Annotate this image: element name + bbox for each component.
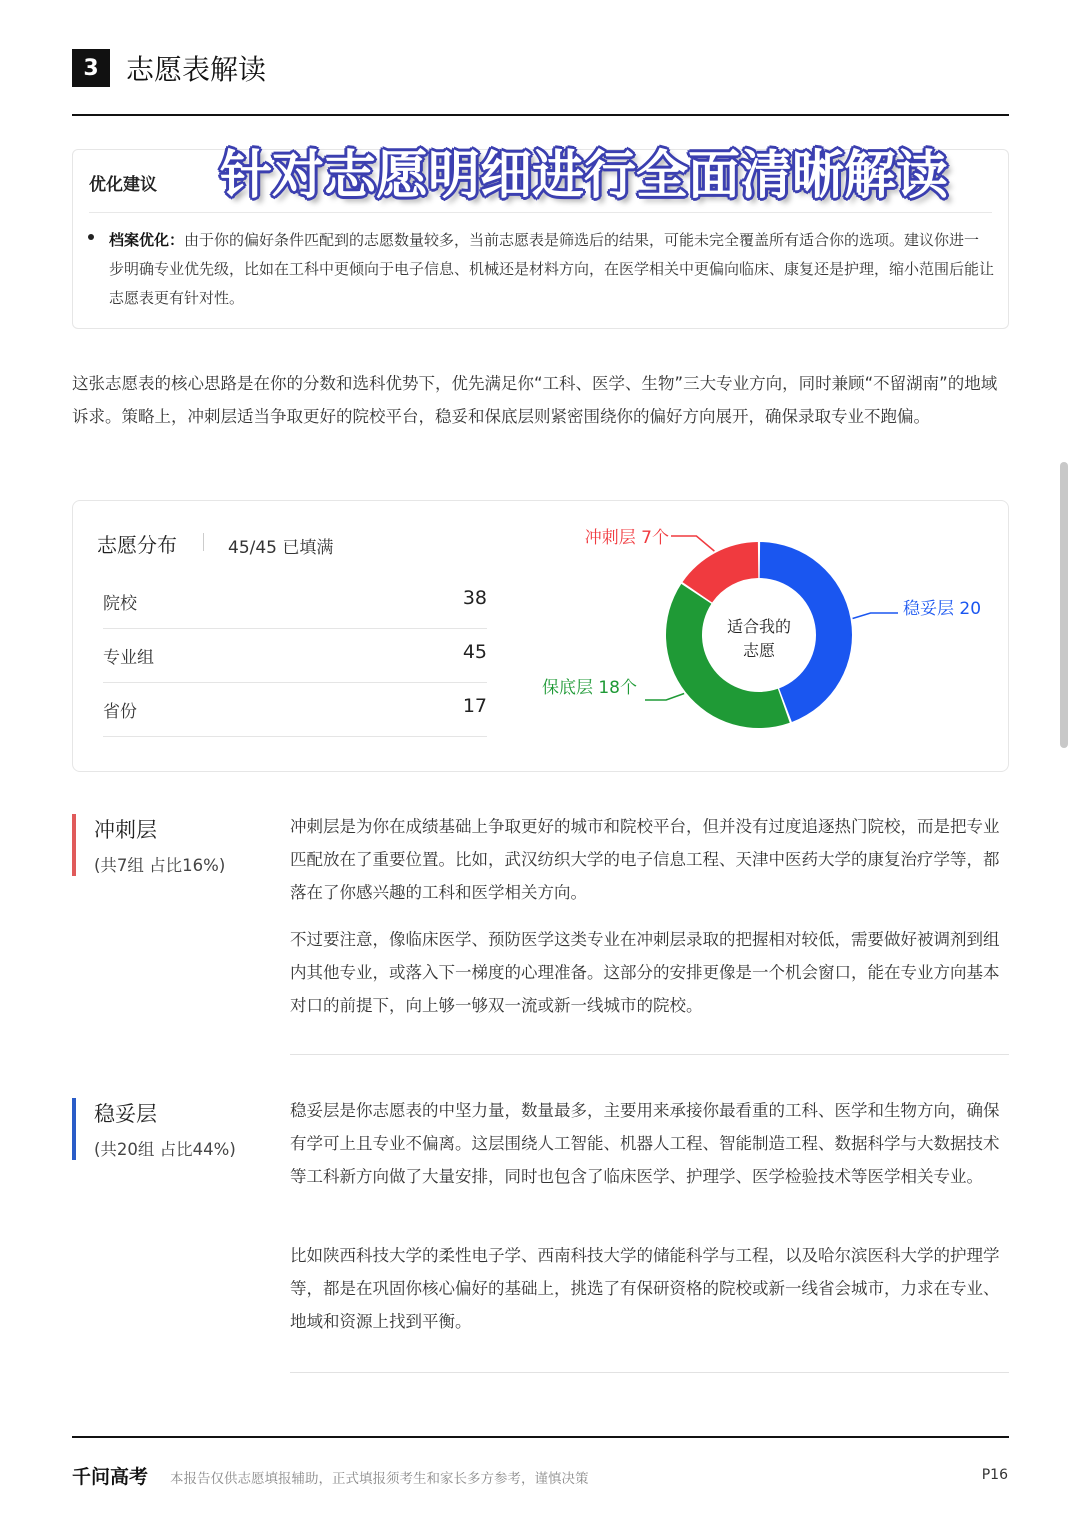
section-number: 3 bbox=[72, 49, 110, 87]
layer-divider bbox=[290, 1372, 1009, 1373]
distribution-donut-chart bbox=[73, 501, 1008, 771]
leader-line-冲刺层 bbox=[671, 536, 714, 551]
overlay-caption: 针对志愿明细进行全面清晰解读 bbox=[220, 146, 949, 206]
distribution-title: 志愿分布 bbox=[97, 533, 177, 557]
optimization-divider bbox=[89, 212, 992, 213]
optimization-item bbox=[109, 226, 994, 313]
header-divider bbox=[72, 114, 1009, 116]
stat-value: 45 bbox=[462, 641, 487, 663]
leader-line-保底层 bbox=[645, 693, 684, 700]
donut-slice-label-冲刺层: 冲刺层 7个 bbox=[584, 528, 669, 548]
donut-center-label-line1: 适合我的 bbox=[726, 617, 792, 636]
layer-paragraph: 冲刺层是为你在成绩基础上争取更好的城市和院校平台，但并没有过度追逐热门院校，而是把专业匹配放在了重要位置。比如，武汉纺织大学的电子信息工程、天津中医药大学的康复治疗学等，都落在了你感兴趣的工科和医学相关方向。 bbox=[290, 817, 1000, 902]
layer-name: 冲刺层 bbox=[94, 818, 157, 842]
layer-steady bbox=[72, 1098, 1009, 1388]
optimization-item-text: 由于你的偏好条件匹配到的志愿数量较多，当前志愿表是筛选后的结果，可能未完全覆盖所有适合你的选项。建议你进一步明确专业优先级，比如在工科中更倾向于电子信息、机械还是材料方向，在医学相关中更偏向临床、康复还是护理，缩小范围后能让志愿表更有针对性。 bbox=[109, 231, 995, 307]
layer-accent-bar bbox=[72, 814, 76, 876]
distribution-card bbox=[72, 500, 1009, 772]
stat-value: 38 bbox=[462, 587, 487, 609]
optimization-item-label: 档案优化： bbox=[109, 231, 185, 249]
optimization-title: 优化建议 bbox=[89, 175, 157, 195]
layer-divider bbox=[290, 1054, 1009, 1055]
bullet-icon bbox=[88, 234, 94, 240]
intro-paragraph: 这张志愿表的核心思路是在你的分数和选科优势下，优先满足你“工科、医学、生物”三大专业方向，同时兼顾“不留湖南”的地域诉求。策略上，冲刺层适当争取更好的院校平台，稳妥和保底层则紧密围绕你的偏好方向展开，确保录取专业不跑偏。 bbox=[72, 374, 998, 426]
layer-name: 稳妥层 bbox=[94, 1102, 157, 1126]
layer-sprint bbox=[72, 814, 1009, 1064]
layer-paragraph: 稳妥层是你志愿表的中坚力量，数量最多，主要用来承接你最看重的工科、医学和生物方向，确保有学可上且专业不偏离。这层围绕人工智能、机器人工程、智能制造工程、数据科学与大数据技术等工科新方向做了大量安排，同时也包含了临床医学、护理学、医学检验技术等医学相关专业。 bbox=[290, 1101, 1000, 1186]
donut-slice-label-稳妥层: 稳妥层 20 bbox=[903, 599, 982, 619]
scrollbar-thumb[interactable] bbox=[1060, 462, 1068, 748]
layer-paragraph: 不过要注意，像临床医学、预防医学这类专业在冲刺层录取的把握相对较低，需要做好被调剂到组内其他专业，或落入下一梯度的心理准备。这部分的安排更像是一个机会窗口，能在专业方向基本对口的前提下，向上够一够双一流或新一线城市的院校。 bbox=[290, 930, 1000, 1015]
section-title: 志愿表解读 bbox=[126, 53, 267, 86]
layer-summary: (共7组 占比16%) bbox=[94, 856, 226, 875]
stat-label: 专业组 bbox=[103, 648, 154, 668]
layer-accent-bar bbox=[72, 1098, 76, 1160]
donut-slice-label-保底层: 保底层 18个 bbox=[541, 678, 637, 698]
section-header bbox=[72, 48, 266, 88]
leader-line-稳妥层 bbox=[853, 613, 898, 619]
footer-divider bbox=[72, 1436, 1009, 1438]
donut-center-label-line2: 志愿 bbox=[742, 641, 776, 660]
footer-brand: 千问高考 bbox=[72, 1466, 149, 1488]
page-number: P16 bbox=[981, 1467, 1008, 1483]
stat-label: 院校 bbox=[103, 594, 137, 614]
layer-paragraph: 比如陕西科技大学的柔性电子学、西南科技大学的储能科学与工程，以及哈尔滨医科大学的护理学等，都是在巩固你核心偏好的基础上，挑选了有保研资格的院校或新一线省会城市，力求在专业、地域和资源上找到平衡。 bbox=[290, 1246, 1000, 1331]
footer-disclaimer: 本报告仅供志愿填报辅助，正式填报须考生和家长多方参考，谨慎决策 bbox=[170, 1471, 589, 1487]
filled-count: 45/45 已填满 bbox=[228, 538, 334, 558]
stat-value: 17 bbox=[462, 695, 487, 717]
stat-label: 省份 bbox=[103, 702, 137, 722]
layer-summary: (共20组 占比44%) bbox=[94, 1140, 236, 1159]
